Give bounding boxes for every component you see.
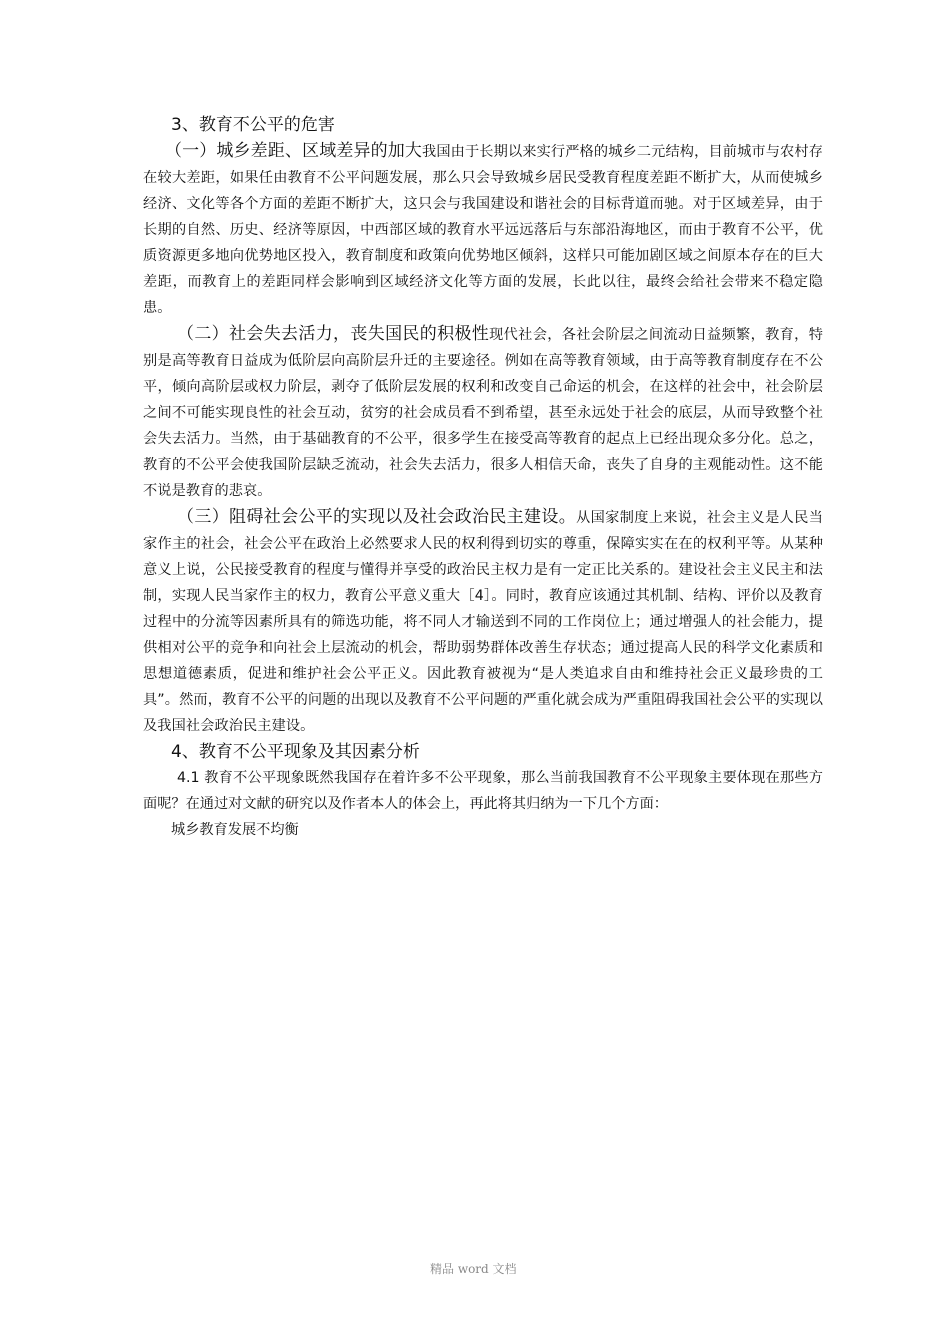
paragraph-body: 我国由于长期以来实行严格的城乡二元结构，目前城市与农村存在较大差距，如果任由教育不公平问题发展，那么只会导致城乡居民受教育程度差距不断扩大，从而使城乡经济、文化等各个方面的差距不断扩大，这只会与我国建设和谐社会的目标背道而驰。对于区域差异，由于长期的自然、历史、经济等原因，中西部区域的教育水平远远落后与东部沿海地区，而由于教育不公平，优质资源更多地向优势地区投入，教育制度和政策向优势地区倾斜，这样只可能加剧区域之间原本存在的巨大差距，而教育上的差距同样会影响到区域经济文化等方面的发展，长此以往，最终会给社会带来不稳定隐患。 xyxy=(143,144,823,316)
paragraph-lead: （二）社会失去活力，丧失国民的积极性 xyxy=(177,324,490,344)
section-3-heading: 3、教育不公平的危害 xyxy=(171,115,335,135)
paragraph-society-vitality xyxy=(143,321,823,504)
paragraph-body: 现代社会，各社会阶层之间流动日益频繁，教育，特别是高等教育日益成为低阶层向高阶层升迁的主要途径。例如在高等教育领域，由于高等教育制度存在不公平，倾向高阶层或权力阶层，剥夺了低阶层发展的权利和改变自己命运的机会，在这样的社会中，社会阶层之间不可能实现良性的社会互动，贫穷的社会成员看不到希望，甚至永远处于社会的底层，从而导致整个社会失去活力。当然，由于基础教育的不公平，很多学生在接受高等教育的起点上已经出现众多分化。总之，教育的不公平会使我国阶层缺乏流动，社会失去活力，很多人相信天命，丧失了自身的主观能动性。这不能不说是教育的悲哀。 xyxy=(143,327,823,499)
document-body xyxy=(143,112,823,843)
paragraph-lead: （三）阻碍社会公平的实现以及社会政治民主建设。 xyxy=(177,507,577,527)
section-4-heading: 4、教育不公平现象及其因素分析 xyxy=(171,742,420,762)
paragraph-urban-rural-gap xyxy=(143,138,823,321)
paragraph-4-1: 4.1 教育不公平现象既然我国存在着许多不公平现象，那么当前我国教育不公平现象主要体现在那些方面呢？在通过对文献的研究以及作者本人的体会上，再此将其归纳为一下几个方面： xyxy=(143,770,823,812)
paragraph-body: 从国家制度上来说，社会主义是人民当家作主的社会，社会公平在政治上必然要求人民的权利得到切实的尊重，保障实实在在的权利平等。从某种意义上说，公民接受教育的程度与懂得并享受的政治民主权力是有一定正比关系的。建设社会主义民主和法制，实现人民当家作主的权力，教育公平意义重大［4］。同时，教育应该通过其机制、结构、评价以及教育过程中的分流等因素所具有的筛选功能，将不同人才输送到不同的工作岗位上；通过增强人的社会能力，提供相对公平的竞争和向社会上层流动的机会，帮助弱势群体改善生存状态；通过提高人民的科学文化素质和思想道德素质，促进和维护社会公平正义。因此教育被视为“是人类追求自由和维持社会正义最珍贵的工具”。然而，教育不公平的问题的出现以及教育不公平问题的严重化就会成为严重阻碍我国社会公平的实现以及我国社会政治民主建设。 xyxy=(143,510,823,734)
paragraph-social-fairness xyxy=(143,504,823,739)
page-footer-watermark: 精品 word 文档 xyxy=(430,1262,517,1276)
subheading-urban-rural: 城乡教育发展不均衡 xyxy=(171,822,299,838)
paragraph-lead: （一）城乡差距、区域差异的加大 xyxy=(165,141,423,161)
